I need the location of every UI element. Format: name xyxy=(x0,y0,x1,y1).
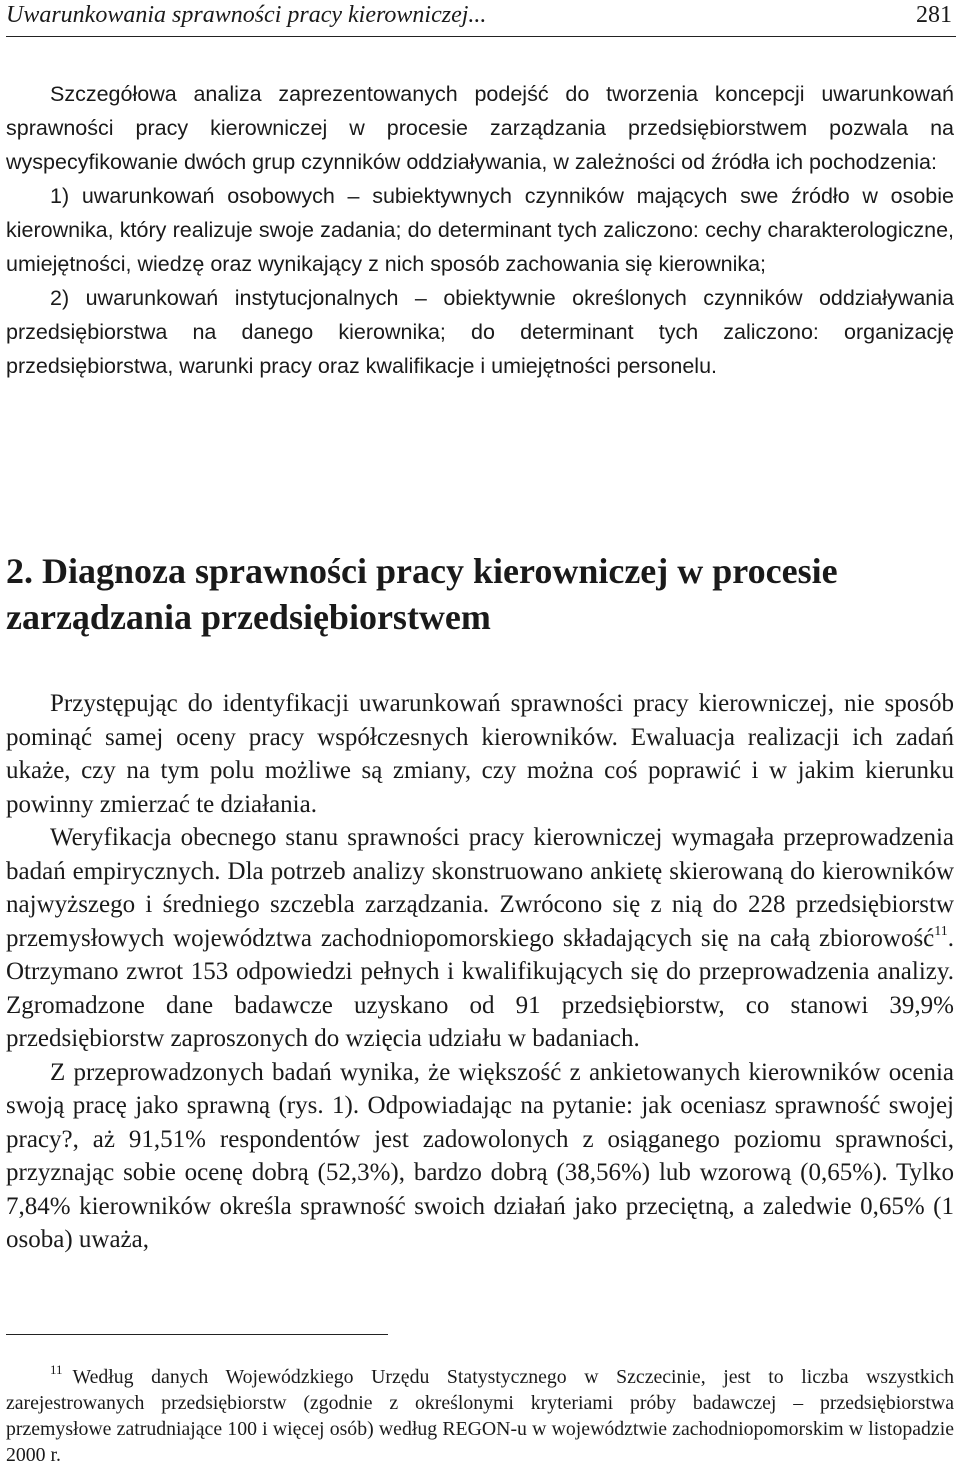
paragraph-text: . Otrzymano zwrot 153 odpowiedzi pełnych i kwalifikujących się do przeprowadzenia analizy. Zgromadzone dane badawcze uzyskano od 91 przedsiębiorstw, co stanowi 39,9% przedsiębiorstw zaproszonych do wzięcia udziału w badaniach. xyxy=(6,924,954,1052)
section-body xyxy=(6,687,954,1257)
intro-paragraph: Szczegółowa analiza zaprezentowanych podejść do tworzenia koncepcji uwarunkowań sprawności pracy kierowniczej w procesie zarządzania przedsiębiorstwem pozwala na wyspecyfikowanie dwóch grup czynników oddziaływania, w zależności od źródła ich pochodzenia: xyxy=(6,82,954,174)
body-paragraph-3: Z przeprowadzonych badań wynika, że większość z ankietowanych kierowników ocenia swoją pracę jako sprawną (rys. 1). Odpowiadając na pytanie: jak oceniasz sprawność swojej pracy?, aż 91,51% respondentów jest zadowolonych z osiąganego poziomu sprawności, przyznając sobie ocenę dobrą (52,3%), bardzo dobrą (38,56%) lub wzorową (0,65%). Tylko 7,84% kierowników określa sprawność swoich działań jako przeciętną, a zaledwie 0,65% (1 osoba) uważa, xyxy=(6,1058,954,1253)
list-item-institutional: 2) uwarunkowań instytucjonalnych – obiektywnie określonych czynników oddziaływania przedsiębiorstwa na danego kierownika; do determinant tych zaliczono: organizację przedsiębiorstwa, warunki pracy oraz kwalifikacje i umiejętności personelu. xyxy=(6,286,954,378)
list-item-personal: 1) uwarunkowań osobowych – subiektywnych czynników mających swe źródło w osobie kierownika, który realizuje swoje zadania; do determinant tych zaliczono: cechy charakterologiczne, umiejętności, wiedzę oraz wynikający z nich sposób zachowania się kierownika; xyxy=(6,184,954,276)
body-paragraph-2 xyxy=(6,821,954,1056)
page-number: 281 xyxy=(916,2,952,28)
running-title: Uwarunkowania sprawności pracy kierowniczej... xyxy=(6,2,487,28)
intro-block xyxy=(6,77,954,383)
paragraph-text: Weryfikacja obecnego stanu sprawności pracy kierowniczej wymagała przeprowadzenia badań empirycznych. Dla potrzeb analizy skonstruowano ankietę skierowaną do kierowników najwyższego i średniego szczebla zarządzania. Zwrócono się z nią do 228 przedsiębiorstw przemysłowych województwa zachodniopomorskiego składających się na całą zbiorowość xyxy=(6,824,954,952)
footnote-text: Według danych Wojewódzkiego Urzędu Statystycznego w Szczecinie, jest to liczba wszystkich zarejestrowanych przedsiębiorstw (zgodnie z określonymi kryteriami próby badawczej – przedsiębiorstwa przemysłowe zatrudniające 100 i więcej osób) według REGON-u w województwie zachodniopomorskim w listopadzie 2000 r. xyxy=(6,1366,954,1466)
body-paragraph-1: Przystępując do identyfikacji uwarunkowań sprawności pracy kierowniczej, nie sposób pominąć samej oceny pracy współczesnych kierowników. Ewaluacja realizacji ich zadań ukaże, czy na tym polu możliwe są zmiany, czy można coś poprawić i w jakim kierunku powinny zmierzać te działania. xyxy=(6,690,954,818)
footnote-divider xyxy=(6,1334,388,1335)
footnote-reference[interactable]: 11 xyxy=(934,923,948,939)
footnote xyxy=(6,1364,954,1468)
running-header xyxy=(6,0,956,37)
footnote-number: 11 xyxy=(50,1362,63,1377)
section-heading: 2. Diagnoza sprawności pracy kierowniczej w procesie zarządzania przedsiębiorstwem xyxy=(6,551,838,637)
